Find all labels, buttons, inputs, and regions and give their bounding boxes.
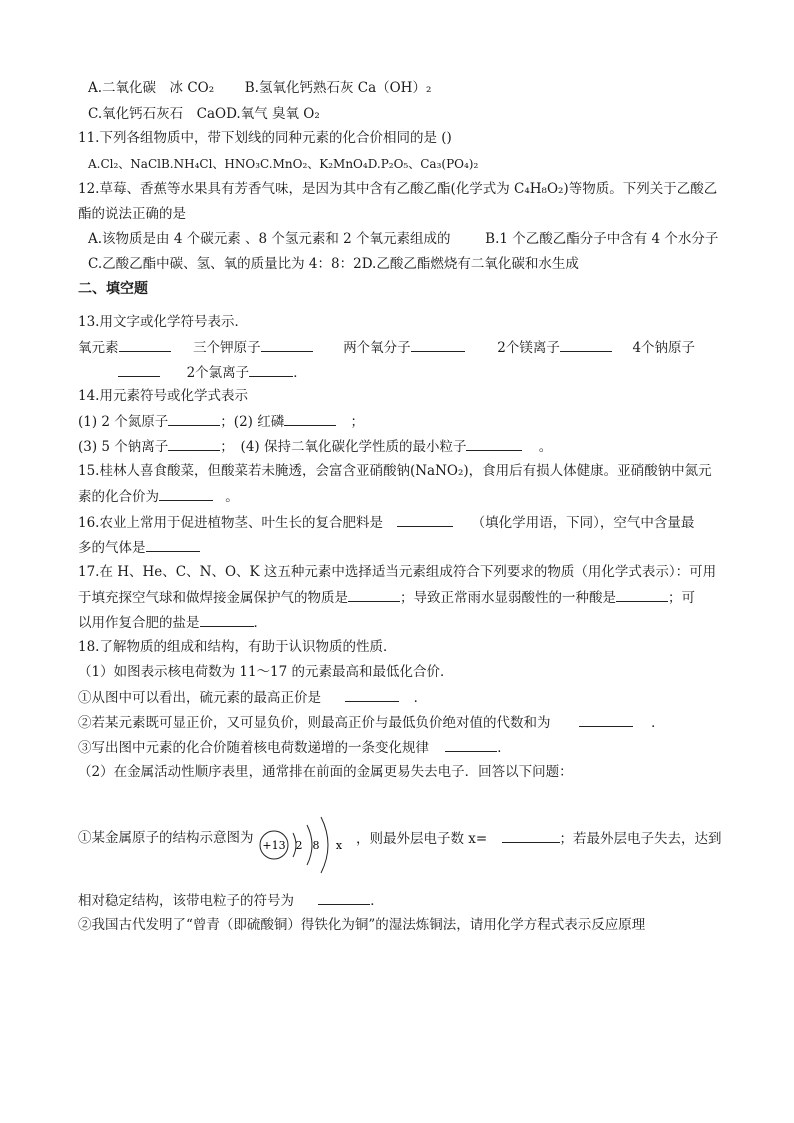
q12-line-ab [88,229,718,249]
q17-blank3[interactable] [200,612,254,627]
q12-line-cd [88,254,579,274]
q14-blank4[interactable] [466,436,522,451]
q13-blank5[interactable] [118,362,160,377]
q18-stem: 18.了解物质的组成和结构，有助于认识物质的性质． [78,639,397,655]
q10-line1 [88,78,431,98]
q14-part4: (3) 5 个钠离子 [78,439,169,455]
q14-line2 [78,436,552,457]
q10-option-a: A.二氧化碳 冰 CO₂ [88,80,215,96]
shell2-electrons: 8 [312,839,320,852]
q12-stem-line2: 酯的说法正确的是 [78,206,186,222]
q18-blank1[interactable] [345,687,399,702]
q16-line1: 16.农业上常用于促进植物茎、叶生长的复合肥料是 （填化学用语，下同），空气中含量最 [78,512,694,533]
q13-blank4[interactable] [560,337,612,352]
q10-option-b: B.氢氧化钙熟石灰 Ca（OH）₂ [244,80,432,96]
q18-part2a-text2: ，则最外层电子数 x= ；若最外层电子失去，达到 [356,828,722,849]
shell-arc-2 [307,825,312,865]
q18-part2a-text1: ①某金属原子的结构示意图为 [78,830,254,846]
q14-blank3[interactable] [168,436,220,451]
q18-part2: （2）在金属活动性顺序表里，通常排在前面的金属更易失去电子．回答以下问题： [78,764,573,780]
q18-blank5[interactable] [318,890,370,905]
shell-arc-3 [321,817,328,873]
q13-item5: 4个钠原子 [632,340,696,356]
q18-part2a-text4: 相对稳定结构，该带电粒子的符号为 ． [78,890,384,911]
q18-part1: （1）如图表示核电荷数为 11～17 的元素最高和最低化合价． [78,664,454,680]
q13-end: ． [293,365,307,381]
q16-line2: 多的气体是 [78,537,200,558]
q15-blank[interactable] [159,486,213,501]
q14-blank1[interactable] [168,411,220,426]
q14-part2: ；(2) 红磷 [220,414,285,430]
q13-line1 [78,337,695,358]
q17-line2: 于填充探空气球和做焊接金属保护气的物质是 ；导致正常雨水显弱酸性的一种酸是 ；可 [78,587,695,608]
q10-option-c: C.氧化钙石灰石 CaO [88,106,227,122]
nucleus-label: +13 [262,839,286,852]
q18-part2b: ②我国古代发明了“曾青（即硫酸铜）得铁化为铜”的湿法炼铜法，请用化学方程式表示反应原理 [78,917,646,933]
q13-blank2[interactable] [261,337,313,352]
q10-line2 [88,104,320,124]
q13-item6: 2个氯离子 [186,365,250,381]
q13-blank1[interactable] [119,337,171,352]
q11-stem: 11.下列各组物质中，带下划线的同种元素的化合价相同的是 () [78,130,452,146]
q17-blank2[interactable] [616,587,668,602]
q13-line2 [118,362,307,383]
q11-options: A.Cl₂、NaClB.NH₄Cl、HNO₃C.MnO₂、K₂MnO₄D.P₂O₅、Ca₃(PO₄)₂ [88,157,479,171]
q13-item1: 氧元素 [78,340,119,356]
q12-stem-line1: 12.草莓、香蕉等水果具有芳香气味，是因为其中含有乙酸乙酯(化学式为 C₄H₈O₂)等物质。下列关于乙酸乙 [78,181,718,197]
q16-blank2[interactable] [146,537,200,552]
q17-line3: 以用作复合肥的盐是 ． [78,612,267,633]
q14-part1: (1) 2 个氮原子 [78,414,169,430]
q14-part3: ； [350,414,365,430]
q14-blank2[interactable] [284,411,336,426]
q12-option-a: A.该物质是由 4 个碳元素 、8 个氢元素和 2 个氧元素组成的 [88,231,451,247]
q14-stem: 14.用元素符号或化学式表示 [78,388,248,404]
q15-end: 。 [225,489,239,505]
shell3-electrons: x [335,839,343,852]
q17-line1: 17.在 H、He、C、N、O、K 这五种元素中选择适当元素组成符合下列要求的物质（用化学式表示）：可用 [78,564,717,580]
q10-option-d: D.氧气 臭氧 O₂ [226,106,320,122]
q12-option-b: B.1 个乙酸乙酯分子中含有 4 个水分子 [485,231,719,247]
q14-part5: ； (4) 保持二氧化碳化学性质的最小粒子 [220,439,467,455]
section-title: 二、填空题 [78,281,148,297]
q13-item2: 三个钾原子 [193,340,261,356]
atom-structure-diagram [255,815,350,875]
q13-item3: 两个氧分子 [343,340,411,356]
q18-blank2[interactable] [579,712,633,727]
q15-line2: 素的化合价为 。 [78,486,239,507]
q18-blank4[interactable] [502,828,560,843]
q13-stem: 13.用文字或化学符号表示． [78,314,248,330]
q18-part1a: ①从图中可以看出，硫元素的最高正价是 ． [78,687,427,708]
q12-option-d: D.乙酸乙酯燃烧有二氧化碳和水生成 [361,256,579,272]
q12-option-c: C.乙酸乙酯中碳、氢、氧的质量比为 4：8：2 [88,256,362,272]
q15-line1: 15.桂林人喜食酸菜，但酸菜若未腌透，会富含亚硝酸钠(NaNO₂)，食用后有损人体健康。亚硝酸钠中氮元 [78,463,712,479]
q18-part1b: ②若某元素既可显正价，又可显负价，则最高正价与最低负价绝对值的代数和为 ． [78,712,665,733]
q17-blank1[interactable] [348,587,400,602]
shell1-electrons: 2 [295,839,303,852]
q13-blank6[interactable] [249,362,293,377]
q18-blank3[interactable] [445,737,497,752]
q13-item4: 2个镁离子 [497,340,560,356]
q18-part1c: ③写出图中元素的化合价随着核电荷数递增的一条变化规律 ． [78,737,511,758]
q16-blank1[interactable] [397,512,453,527]
q13-blank3[interactable] [411,337,465,352]
q14-part6: 。 [538,439,553,455]
q14-line1 [78,411,364,432]
